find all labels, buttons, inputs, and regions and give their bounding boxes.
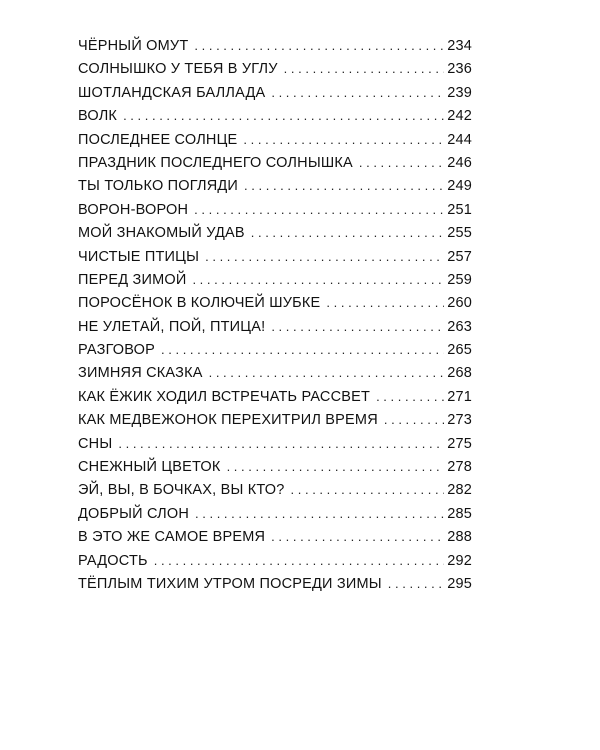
toc-entry-page: 285	[447, 505, 472, 522]
toc-entry-title: ПЕРЕД ЗИМОЙ	[78, 271, 187, 288]
dot-leader	[251, 225, 444, 240]
toc-entry	[78, 155, 472, 178]
toc-entry	[78, 295, 472, 318]
toc-entry	[78, 482, 472, 505]
toc-entry	[78, 249, 472, 272]
toc-entry	[78, 412, 472, 435]
toc-entry	[78, 85, 472, 108]
toc-entry-page: 268	[447, 365, 472, 382]
toc-entry-title: ПРАЗДНИК ПОСЛЕДНЕГО СОЛНЫШКА	[78, 154, 353, 171]
toc-entry-title: ПОРОСЁНОК В КОЛЮЧЕЙ ШУБКЕ	[78, 295, 321, 312]
toc-entry-title: СНЕЖНЫЙ ЦВЕТОК	[78, 459, 221, 476]
dot-leader	[192, 272, 444, 287]
toc-entry-page: 271	[447, 388, 472, 405]
toc-entry-title: РАЗГОВОР	[78, 342, 156, 359]
toc-entry	[78, 436, 472, 459]
toc-entry-title: В ЭТО ЖЕ САМОЕ ВРЕМЯ	[78, 529, 266, 546]
dot-leader	[271, 85, 444, 100]
toc-entry-title: ДОБРЫЙ СЛОН	[78, 505, 190, 522]
toc-entry-page: 278	[447, 459, 472, 476]
toc-entry-page: 242	[447, 108, 472, 125]
toc-entry-page: 295	[447, 575, 472, 592]
toc-entry-page: 282	[447, 482, 472, 499]
toc-entry-page: 273	[447, 412, 472, 429]
toc-entry-page: 288	[447, 529, 472, 546]
toc-entry	[78, 202, 472, 225]
toc-entry-title: КАК ЁЖИК ХОДИЛ ВСТРЕЧАТЬ РАССВЕТ	[78, 388, 371, 405]
toc-entry	[78, 225, 472, 248]
dot-leader	[123, 108, 444, 123]
dot-leader	[194, 202, 444, 217]
dot-leader	[209, 365, 444, 380]
toc-entry-page: 257	[447, 248, 472, 265]
dot-leader	[194, 38, 444, 53]
toc-entry	[78, 319, 472, 342]
dot-leader	[271, 319, 444, 334]
toc-entry-title: ВОРОН-ВОРОН	[78, 201, 189, 218]
dot-leader	[154, 553, 444, 568]
toc-entry-page: 263	[447, 318, 472, 335]
toc-entry	[78, 576, 472, 599]
dot-leader	[161, 342, 444, 357]
toc-entry-title: ЧИСТЫЕ ПТИЦЫ	[78, 248, 200, 265]
dot-leader	[243, 132, 444, 147]
dot-leader	[205, 249, 444, 264]
toc-entry-page: 259	[447, 271, 472, 288]
dot-leader	[195, 506, 444, 521]
toc-entry-title: КАК МЕДВЕЖОНОК ПЕРЕХИТРИЛ ВРЕМЯ	[78, 412, 378, 429]
dot-leader	[359, 155, 444, 170]
dot-leader	[284, 61, 444, 76]
dot-leader	[271, 529, 444, 544]
toc-entry	[78, 553, 472, 576]
dot-leader	[118, 436, 444, 451]
dot-leader	[227, 459, 444, 474]
toc-entry	[78, 529, 472, 552]
toc-entry	[78, 365, 472, 388]
toc-entry-title: НЕ УЛЕТАЙ, ПОЙ, ПТИЦА!	[78, 318, 266, 335]
toc-entry-title: ЭЙ, ВЫ, В БОЧКАХ, ВЫ КТО?	[78, 482, 285, 499]
toc-entry-page: 249	[447, 178, 472, 195]
toc-entry	[78, 178, 472, 201]
toc-entry	[78, 38, 472, 61]
toc-entry-page: 246	[447, 154, 472, 171]
dot-leader	[388, 576, 444, 591]
toc-entry-title: СНЫ	[78, 435, 113, 452]
toc-entry	[78, 459, 472, 482]
toc-entry-title: ПОСЛЕДНЕЕ СОЛНЦЕ	[78, 131, 238, 148]
toc-entry	[78, 108, 472, 131]
toc-entry	[78, 389, 472, 412]
toc-entry	[78, 342, 472, 365]
table-of-contents	[78, 38, 472, 599]
dot-leader	[244, 178, 444, 193]
toc-entry-page: 239	[447, 84, 472, 101]
toc-entry-page: 236	[447, 61, 472, 78]
toc-entry-title: МОЙ ЗНАКОМЫЙ УДАВ	[78, 225, 245, 242]
toc-entry-title: РАДОСТЬ	[78, 552, 148, 569]
toc-entry	[78, 272, 472, 295]
toc-entry-title: ЧЁРНЫЙ ОМУТ	[78, 38, 189, 54]
toc-entry-page: 251	[447, 201, 472, 218]
toc-entry-title: СОЛНЫШКО У ТЕБЯ В УГЛУ	[78, 61, 278, 78]
dot-leader	[291, 482, 444, 497]
toc-entry-page: 265	[447, 342, 472, 359]
dot-leader	[384, 412, 444, 427]
toc-entry-title: ТЫ ТОЛЬКО ПОГЛЯДИ	[78, 178, 239, 195]
toc-entry-title: ЗИМНЯЯ СКАЗКА	[78, 365, 203, 382]
toc-entry-page: 255	[447, 225, 472, 242]
toc-entry-title: ШОТЛАНДСКАЯ БАЛЛАДА	[78, 84, 266, 101]
toc-entry	[78, 132, 472, 155]
toc-entry	[78, 506, 472, 529]
dot-leader	[326, 295, 444, 310]
toc-entry-page: 234	[447, 38, 472, 54]
toc-entry-page: 260	[447, 295, 472, 312]
dot-leader	[376, 389, 444, 404]
toc-entry-page: 244	[447, 131, 472, 148]
toc-entry-page: 292	[447, 552, 472, 569]
toc-entry-title: ТЁПЛЫМ ТИХИМ УТРОМ ПОСРЕДИ ЗИМЫ	[78, 575, 382, 592]
toc-entry	[78, 61, 472, 84]
toc-entry-page: 275	[447, 435, 472, 452]
toc-entry-title: ВОЛК	[78, 108, 118, 125]
